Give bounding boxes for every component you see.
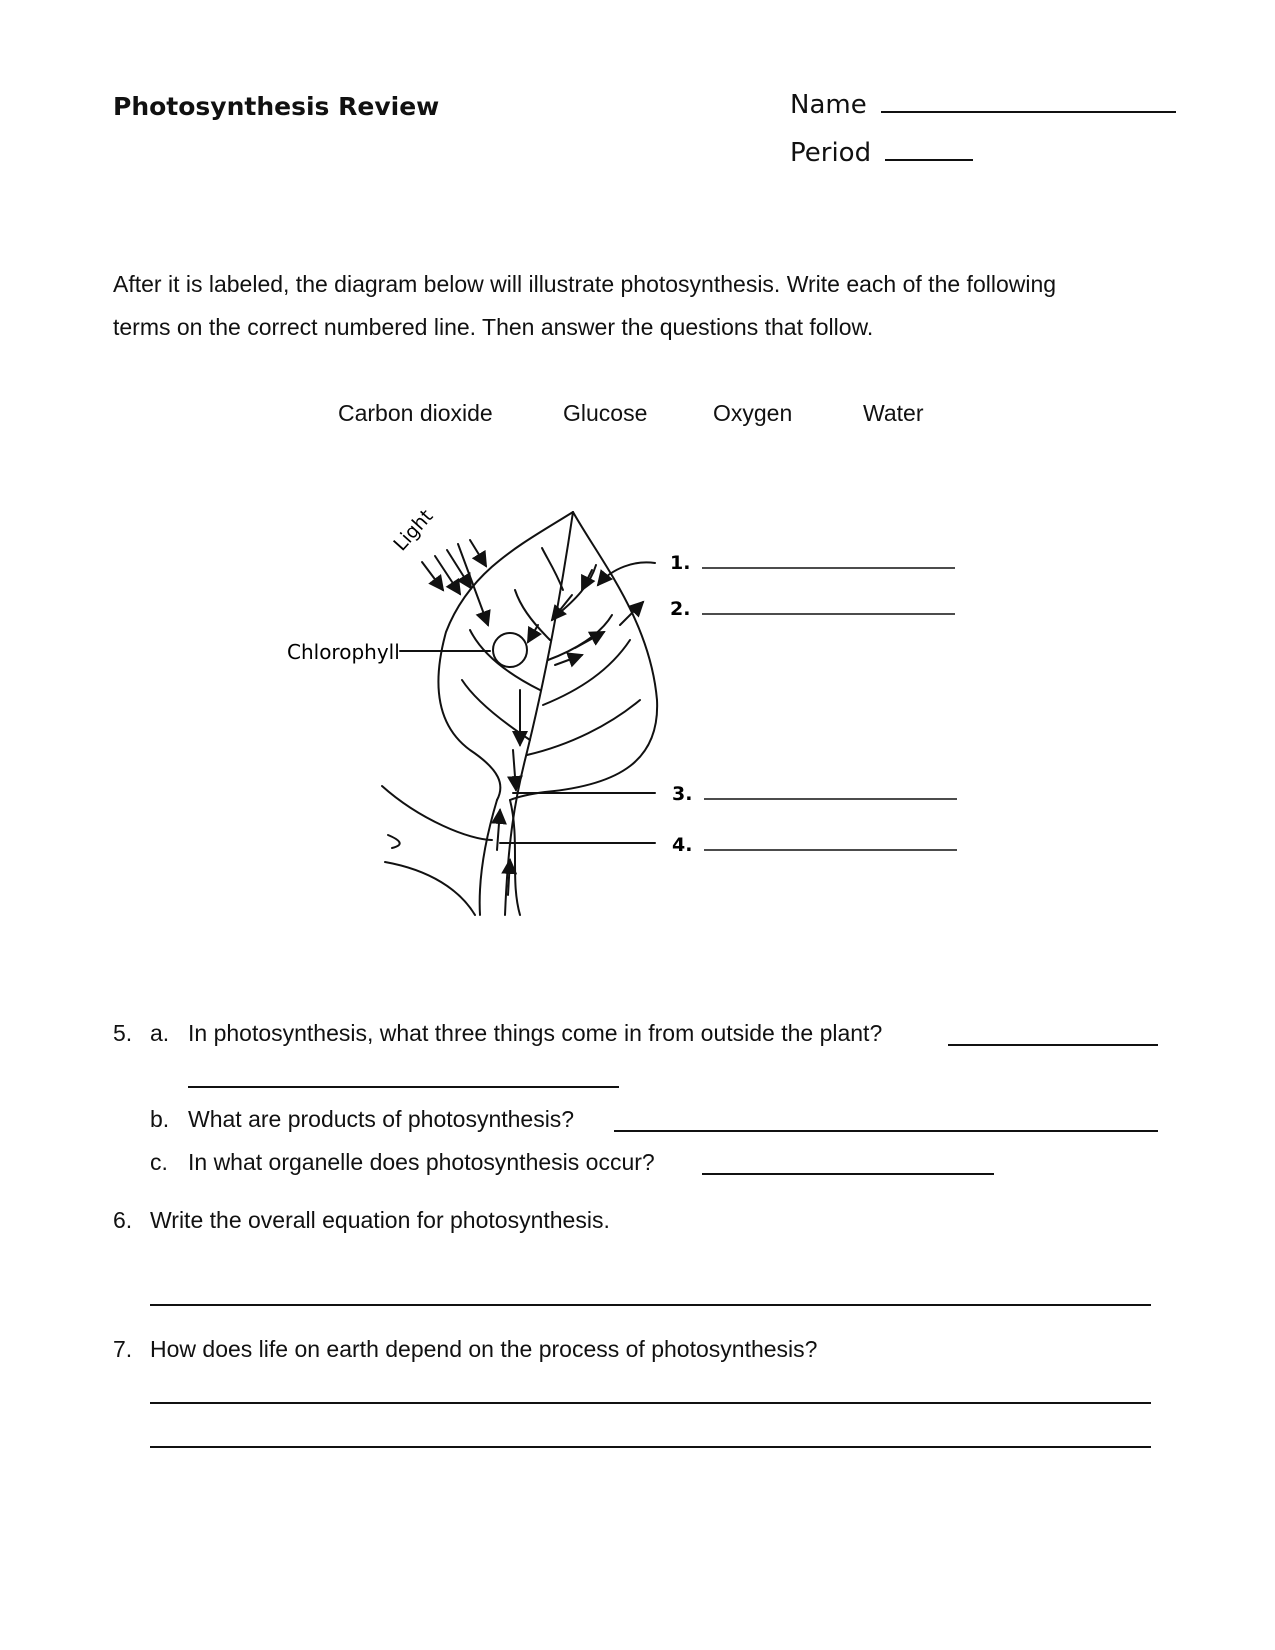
q6-number: 6.: [113, 1207, 133, 1233]
light-label: Light: [389, 505, 438, 556]
leaf-outline: [438, 512, 573, 800]
term-carbon-dioxide: Carbon dioxide: [338, 400, 493, 426]
term-water: Water: [863, 400, 924, 426]
q5-number: 5.: [113, 1020, 133, 1046]
intro-line-2: terms on the correct numbered line. Then answer the questions that follow.: [113, 314, 874, 340]
q5a-letter: a.: [150, 1020, 170, 1046]
q6-text: Write the overall equation for photosynthesis.: [150, 1207, 610, 1233]
chlorophyll-label: Chlorophyll: [287, 640, 400, 664]
q7-answer-line-1[interactable]: [150, 1402, 1151, 1404]
q7-answer-line-2[interactable]: [150, 1446, 1151, 1448]
q5b-answer-line[interactable]: [614, 1130, 1158, 1132]
page-title: Photosynthesis Review: [113, 92, 440, 121]
term-glucose: Glucose: [563, 400, 648, 426]
q5a-answer-line-1[interactable]: [948, 1044, 1158, 1046]
chloroplast-circle: [493, 633, 527, 667]
q5a-text: In photosynthesis, what three things come in from outside the plant?: [188, 1020, 883, 1046]
intro-line-1: After it is labeled, the diagram below will illustrate photosynthesis. Write each of the following: [113, 271, 1057, 297]
stem: [480, 800, 497, 915]
period-label: Period: [790, 138, 872, 168]
blank-label-3: 3.: [672, 783, 693, 805]
q5a-answer-line-2[interactable]: [188, 1086, 619, 1088]
name-label: Name: [790, 90, 867, 120]
blank-label-4: 4.: [672, 834, 693, 856]
blank-label-1: 1.: [670, 552, 691, 574]
q6-answer-line[interactable]: [150, 1304, 1151, 1306]
q5c-answer-line[interactable]: [702, 1173, 994, 1175]
q7-number: 7.: [113, 1336, 133, 1362]
q5c-letter: c.: [150, 1149, 168, 1175]
term-oxygen: Oxygen: [713, 400, 793, 426]
q5b-letter: b.: [150, 1106, 170, 1132]
q7-text: How does life on earth depend on the process of photosynthesis?: [150, 1336, 818, 1362]
q5b-text: What are products of photosynthesis?: [188, 1106, 575, 1132]
blank-label-2: 2.: [670, 598, 691, 620]
q5c-text: In what organelle does photosynthesis occur?: [188, 1149, 655, 1175]
